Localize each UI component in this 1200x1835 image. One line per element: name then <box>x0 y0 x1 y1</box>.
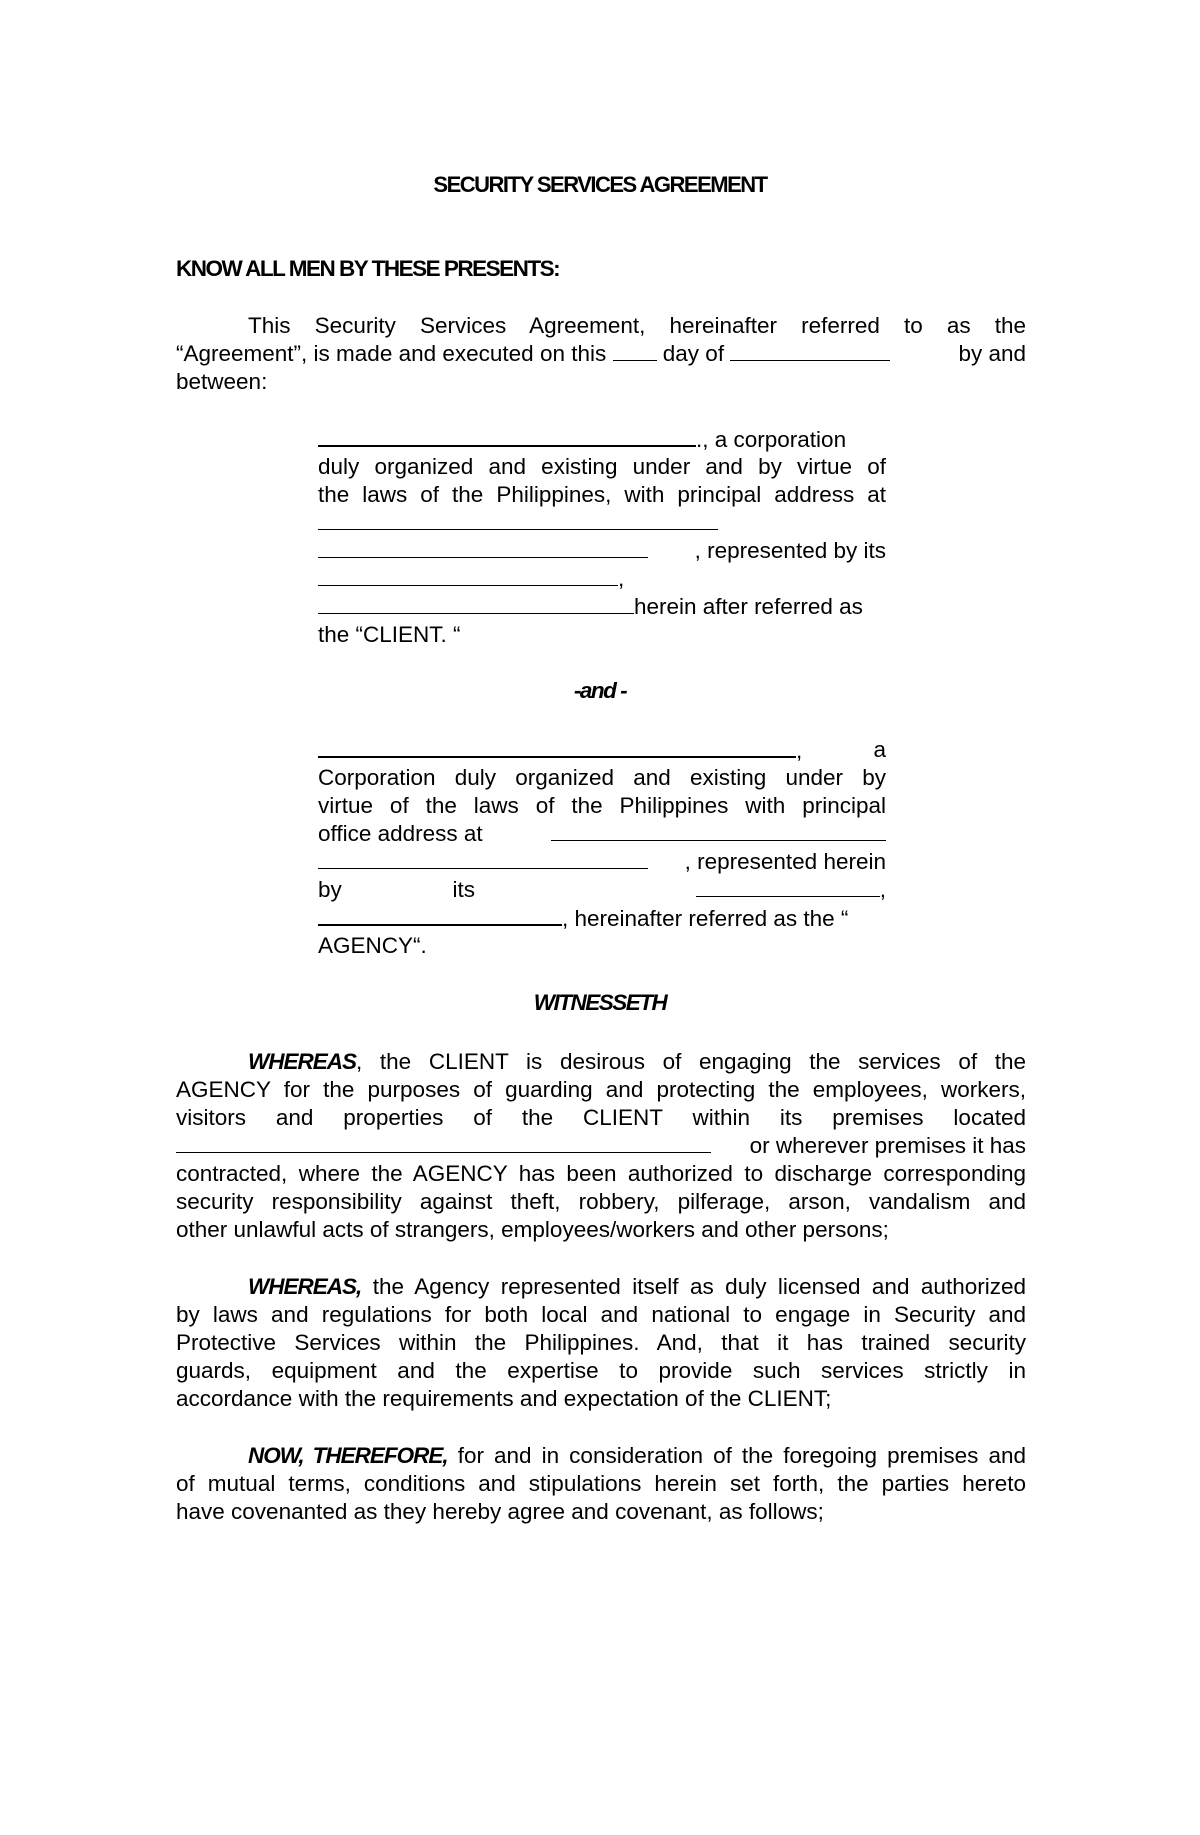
witnesseth-heading: WITNESSETH <box>533 990 667 1015</box>
whereas1-line-6: security responsibility against theft, robbery, pilferage, arson, vandalism and <box>176 1189 1026 1214</box>
client-position-blank[interactable] <box>318 593 634 614</box>
whereas2-line-5: accordance with the requirements and expectation of the CLIENT; <box>176 1386 832 1411</box>
document-title: SECURITY SERVICES AGREEMENT <box>433 172 767 197</box>
intro-line-2: “Agreement”, is made and executed on this day of by and <box>176 341 1026 366</box>
agency-line-6: by its , <box>318 877 886 902</box>
now-therefore-line-3: have covenanted as they hereby agree and covenant, as follows; <box>176 1499 824 1524</box>
and-separator: -and - <box>573 678 627 703</box>
agency-representative-blank[interactable] <box>696 876 880 897</box>
whereas1-line-2: AGENCY for the purposes of guarding and protecting the employees, workers, <box>176 1077 1026 1102</box>
whereas1-line-3: visitors and properties of the CLIENT within its premises located <box>176 1105 1026 1130</box>
whereas2-line-4: guards, equipment and the expertise to provide such services strictly in <box>176 1358 1026 1383</box>
premises-location-blank[interactable] <box>176 1132 711 1153</box>
client-line-6: , <box>318 565 886 593</box>
whereas1-line-5: contracted, where the AGENCY has been authorized to discharge corresponding <box>176 1161 1026 1186</box>
client-line-4 <box>318 509 886 537</box>
client-line-1: ., a corporation <box>318 425 886 454</box>
client-line-5: , represented by its <box>318 537 886 565</box>
month-blank[interactable] <box>730 340 890 361</box>
client-line-7: herein after referred as <box>318 593 886 621</box>
agency-address-blank-1[interactable] <box>551 820 886 841</box>
whereas2-line-3: Protective Services within the Philippines. And, that it has trained security <box>176 1330 1026 1355</box>
whereas2-line-2: by laws and regulations for both local and national to engage in Security and <box>176 1302 1026 1327</box>
agency-line-8: AGENCY“. <box>318 933 427 958</box>
whereas2-line-1: WHEREAS, the Agency represented itself as duly licensed and authorized <box>248 1274 1026 1299</box>
preamble-heading: KNOW ALL MEN BY THESE PRESENTS: <box>176 256 560 281</box>
whereas1-line-1: WHEREAS, the CLIENT is desirous of engaging the services of the <box>248 1049 1026 1074</box>
agency-address-blank-2[interactable] <box>318 848 648 869</box>
day-blank[interactable] <box>613 340 657 361</box>
now-therefore-line-2: of mutual terms, conditions and stipulations herein set forth, the parties hereto <box>176 1471 1026 1496</box>
whereas1-line-4: or wherever premises it has <box>176 1132 1026 1160</box>
client-name-blank[interactable] <box>318 425 696 447</box>
now-therefore-line-1: NOW, THEREFORE, for and in consideration of the foregoing premises and <box>248 1443 1026 1468</box>
client-line-3: the laws of the Philippines, with principal address at <box>318 482 886 507</box>
client-address-blank-2[interactable] <box>318 537 648 558</box>
agency-line-5: , represented herein <box>318 848 886 876</box>
intro-line-1: This Security Services Agreement, hereinafter referred to as the <box>248 313 1026 338</box>
agency-name-blank[interactable] <box>318 736 796 758</box>
whereas1-line-7: other unlawful acts of strangers, employees/workers and other persons; <box>176 1217 889 1242</box>
intro-line-3: between: <box>176 369 268 394</box>
agency-line-4: office address at <box>318 820 886 848</box>
client-line-2: duly organized and existing under and by virtue of <box>318 454 886 479</box>
client-line-8: the “CLIENT. “ <box>318 622 461 647</box>
client-representative-blank[interactable] <box>318 565 618 586</box>
agency-line-3: virtue of the laws of the Philippines with principal <box>318 793 886 818</box>
agency-line-1: , a <box>318 736 886 765</box>
agency-line-2: Corporation duly organized and existing under by <box>318 765 886 790</box>
agency-line-7: , hereinafter referred as the “ <box>318 904 886 933</box>
agency-position-blank[interactable] <box>318 904 562 926</box>
client-address-blank-1[interactable] <box>318 509 718 530</box>
